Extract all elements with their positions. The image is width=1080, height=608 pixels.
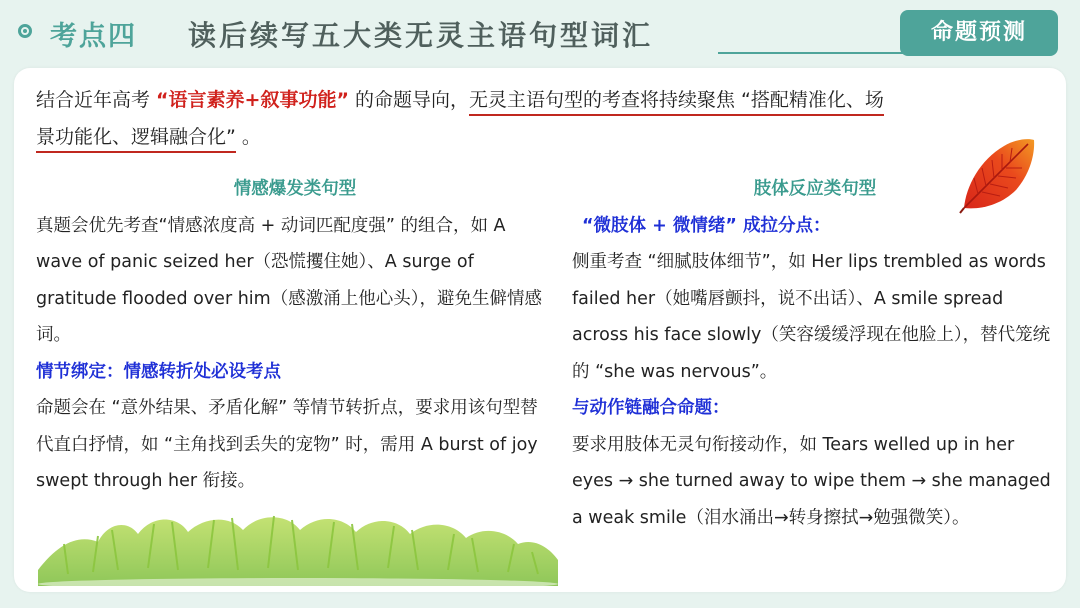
body-reaction-paragraph-1: 侧重考查 “细腻肢体细节”，如 Her lips trembled as words failed her（她嘴唇颤抖，说不出话）、A smile spread across his face slowly（笑容缓缓浮现在他脸上），替代笼统的 “she was nervous”。 [572,252,1051,382]
section-label: 考点四 [50,21,137,52]
page-title: 读后续写五大类无灵主语句型词汇 [188,19,654,52]
grass-decoration [38,504,558,586]
intro-text-3: 。 [235,126,261,148]
intro-text-2: 的命题导向， [348,89,469,111]
emotion-paragraph-1: 真题会优先考查“情感浓度高 + 动词匹配度强” 的组合，如 A wave of panic seized her（恐慌攫住她）、A surge of gratitude flooded over him（感激涌上他心头），避免生僻情感词。 [36,215,542,345]
header-divider [718,52,908,54]
action-chain-heading: 与动作链融合命题： [572,398,730,418]
intro-text-1: 结合近年高考 [36,89,157,111]
body-reaction-heading: 肢体反应类句型 [753,179,877,199]
content-card [14,68,1066,592]
prediction-badge: 命题预测 [900,10,1058,56]
header [0,0,1080,62]
micro-body-heading: “微肢体 + 微情绪” 成拉分点： [582,215,831,236]
plot-binding-heading: 情节绑定：情感转折处必设考点 [36,361,281,382]
emotion-paragraph-2: 命题会在 “意外结果、矛盾化解” 等情节转折点，要求用该句型替代直白抒情，如 “主角找到丢失的宠物” 时，需用 A burst of joy swept through her 衔接。 [36,398,538,491]
intro-underlined-2: 景功能化、逻辑融合化” [36,126,236,153]
intro-paragraph [36,82,1056,156]
emotion-heading: 情感爆发类句型 [233,179,357,199]
intro-underlined-1: 无灵主语句型的考查将持续聚焦 “搭配精准化、场 [469,89,884,116]
body-reaction-paragraph-2: 要求用肢体无灵句衔接动作，如 Tears welled up in her eyes → she turned away to wipe them → she managed a weak smile（泪水涌出→转身擦拭→勉强微笑）。 [572,434,1051,528]
emotion-column [36,171,554,500]
circle-dot-icon [18,24,32,38]
body-reaction-column [572,171,1052,536]
intro-highlight: “语言素养+叙事功能” [156,89,349,111]
